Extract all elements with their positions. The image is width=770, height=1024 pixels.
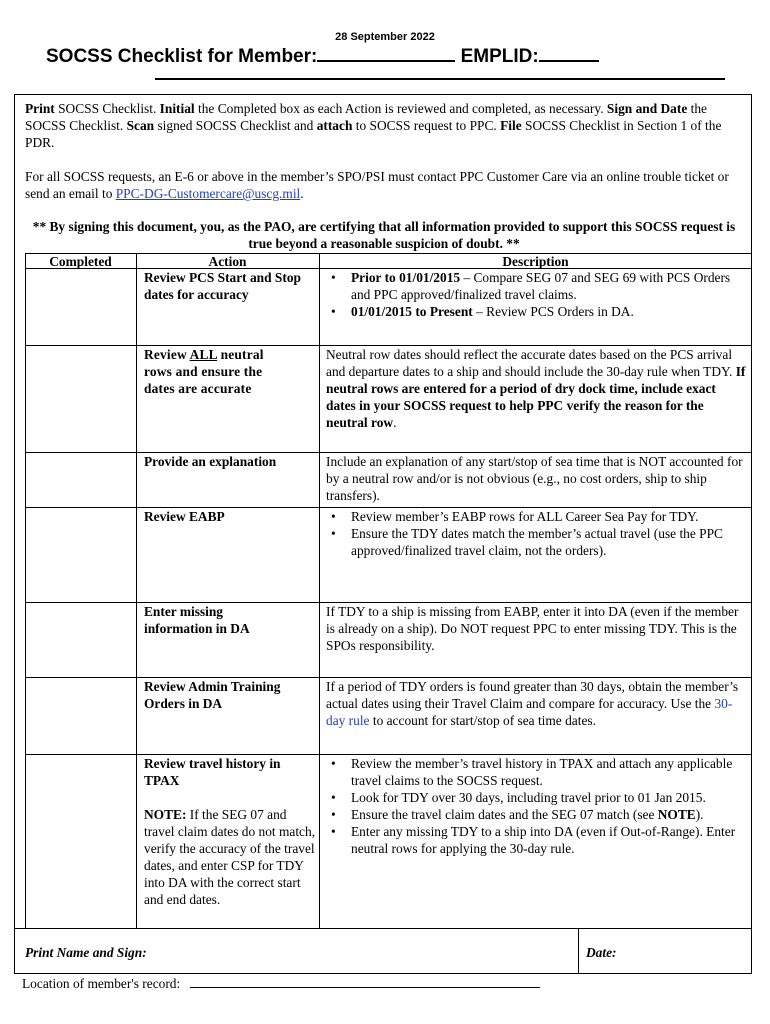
table-col-divider-1 [136, 253, 137, 929]
text-run: Scan [126, 118, 155, 133]
completed-cell[interactable] [26, 453, 136, 507]
bullet-item [326, 525, 729, 559]
description-review-pcs [326, 269, 749, 320]
bullet-item [326, 755, 748, 789]
text-run: attach [316, 118, 353, 133]
signature-date-label: Date: [586, 945, 617, 960]
text-run: Enter any missing TDY to a ship into DA (even if Out-of-Range). Enter neutral rows for applying the 30-day rule. [351, 824, 736, 856]
description-travel-history [326, 755, 748, 857]
text-run: to SOCSS request to PPC. [352, 118, 501, 133]
text-run: Sign and Date [606, 101, 688, 116]
emplid-label: EMPLID: [460, 46, 539, 67]
text-run: neutral rows and ensure the dates are accurate [144, 347, 264, 396]
text-run: Print [25, 101, 55, 116]
text-run: Provide an explanation [144, 454, 277, 469]
emplid-blank[interactable] [539, 44, 599, 62]
contact-paragraph [25, 168, 745, 202]
text-run: If neutral rows are entered for a period of dry dock time, include exact dates in your SOCSS request to help PPC verify the reason for the neutral row [326, 364, 746, 430]
certification-statement: ** By signing this document, you, as the PAO, are certifying that all information provided to support this SOCSS request is true beyond a reasonable suspicion of doubt. ** [32, 219, 736, 251]
text-run: 01/01/2015 to Present [351, 304, 473, 319]
customer-care-email-link[interactable]: PPC-DG-Customercare@uscg.mil [115, 186, 301, 201]
bullet-item [326, 789, 748, 806]
bullet-item [326, 823, 748, 857]
text-run: signed SOCSS Checklist and [154, 118, 317, 133]
record-location-blank[interactable] [190, 975, 540, 988]
text-run: NOTE: [144, 807, 187, 822]
page-title [46, 44, 599, 68]
text-run: Look for TDY over 30 days, including travel prior to 01 Jan 2015. [351, 790, 706, 805]
text-run: If TDY to a ship is missing from EABP, enter it into DA (even if the member is already on a ship). Do NOT request PPC to enter missing TDY. This is the SPOs responsibility. [326, 604, 739, 653]
travel-history-note [144, 806, 316, 908]
completed-cell[interactable] [26, 346, 136, 452]
text-run: Include an explanation of any start/stop of sea time that is NOT accounted for by a neutral row and/or is not obvious (e.g., no cost orders, ship to ship transfers). [326, 454, 743, 503]
bullet-item [326, 269, 749, 303]
bullet-item [326, 303, 749, 320]
action-review-travel-history [144, 755, 316, 789]
text-run: If the SEG 07 and travel claim dates do not match, verify the accuracy of the travel dates, and enter CSP for TDY into DA with the correct start and end dates. [144, 807, 316, 907]
action-provide-explanation [144, 453, 319, 470]
text-run: Review member’s EABP rows for ALL Career Sea Pay for TDY. [351, 509, 699, 524]
action-review-eabp [144, 508, 314, 525]
description-explanation [326, 453, 748, 504]
text-run: If a period of TDY orders is found greater than 30 days, obtain the member’s actual dates using their Travel Claim and compare for accuracy. Use the [326, 679, 739, 711]
table-col-divider-2 [319, 253, 320, 929]
bullet-item [326, 508, 729, 525]
text-run: the SOCSS Checklist. [25, 101, 707, 133]
description-enter-missing [326, 603, 748, 654]
member-name-blank[interactable] [317, 44, 455, 62]
title-text: SOCSS Checklist for Member: [46, 46, 318, 67]
header-description: Description [502, 254, 569, 269]
text-run: Enter missing information in DA [144, 604, 250, 636]
action-review-neutral-rows [144, 346, 294, 397]
text-run: Review the member’s travel history in TPAX and attach any applicable travel claims to the SOCSS request. [351, 756, 733, 788]
text-run: – Review PCS Orders in DA. [472, 304, 634, 319]
text-run: ALL [189, 347, 218, 362]
title-underline [155, 78, 725, 80]
contact-end: . [300, 186, 304, 201]
text-run: File [500, 118, 522, 133]
text-run: SOCSS Checklist in Section 1 of the PDR. [25, 118, 722, 150]
description-admin-training [326, 678, 748, 729]
bullet-item [326, 806, 748, 823]
text-run: Review Admin Training Orders in DA [144, 679, 281, 711]
header-action: Action [208, 254, 247, 269]
signature-row [14, 929, 752, 974]
record-location-label: Location of member's record: [22, 976, 181, 991]
text-run: Review travel history in TPAX [144, 756, 281, 788]
document-date: 28 September 2022 [335, 31, 435, 43]
action-review-admin-training [144, 678, 316, 712]
print-name-sign-label: Print Name and Sign: [25, 945, 147, 960]
text-run: NOTE [657, 807, 696, 822]
text-run: to account for start/stop of sea time dates. [369, 713, 596, 728]
description-eabp [326, 508, 729, 559]
text-run: Review PCS Start and Stop dates for accuracy [144, 270, 301, 302]
action-review-pcs [144, 269, 314, 303]
text-run: . [393, 415, 397, 430]
text-run: Ensure the TDY dates match the member’s actual travel (use the PPC approved/finalized travel claim, not the orders). [351, 526, 723, 558]
completed-cell[interactable] [26, 678, 136, 754]
text-run: Prior to 01/01/2015 [351, 270, 461, 285]
text-run: – Compare SEG 07 and SEG 69 with PCS Orders and PPC approved/finalized travel claims. [351, 270, 731, 302]
text-run: Review EABP [144, 509, 225, 524]
completed-cell[interactable] [26, 269, 136, 345]
checklist-table [25, 253, 752, 929]
record-location [22, 975, 540, 992]
description-neutral-rows [326, 346, 748, 431]
instructions-paragraph [25, 100, 745, 151]
text-run: 30-day rule [326, 696, 733, 728]
header-completed: Completed [49, 254, 112, 269]
text-run: Initial [159, 101, 195, 116]
text-run: the Completed box as each Action is reviewed and completed, as necessary. [194, 101, 607, 116]
text-run: ). [695, 807, 704, 822]
signature-divider [578, 929, 579, 973]
text-run: Neutral row dates should reflect the accurate dates based on the PCS arrival and departure dates to a ship and should include the 30-day rule when TDY. [326, 347, 736, 379]
text-run: Ensure the travel claim dates and the SEG 07 match (see [351, 807, 658, 822]
completed-cell[interactable] [26, 508, 136, 602]
action-enter-missing [144, 603, 274, 637]
completed-cell[interactable] [26, 603, 136, 677]
contact-text: For all SOCSS requests, an E-6 or above in the member’s SPO/PSI must contact PPC Customer Care via an online trouble ticket or send an email to [25, 169, 729, 201]
text-run: Review [144, 347, 190, 362]
completed-cell[interactable] [26, 755, 136, 929]
text-run: SOCSS Checklist. [54, 101, 160, 116]
